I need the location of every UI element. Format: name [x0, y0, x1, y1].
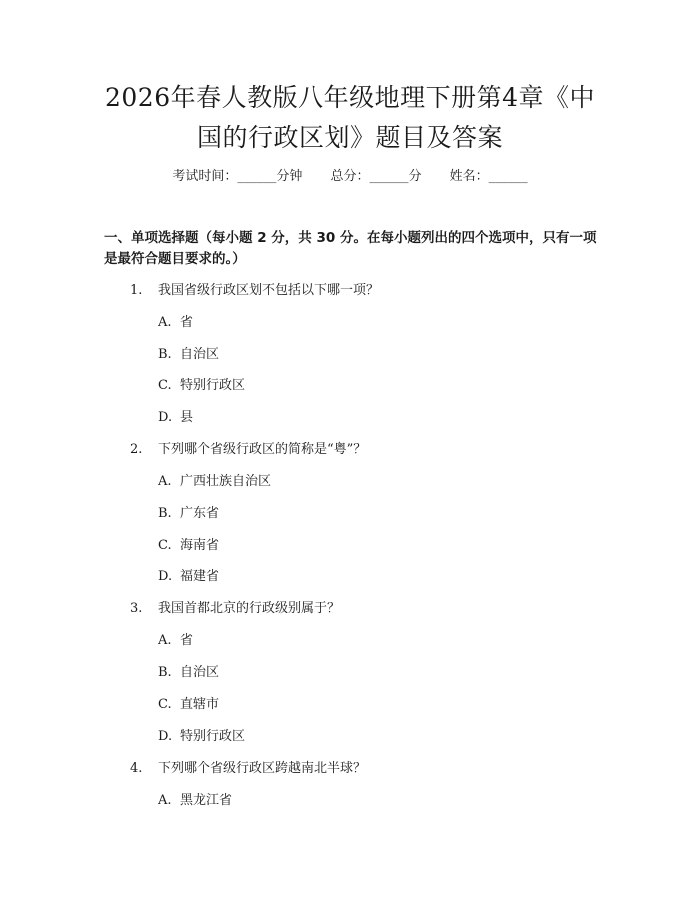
option-text: 自治区	[180, 665, 220, 680]
option-letter: C.	[158, 538, 172, 553]
question-number: 3.	[130, 601, 143, 616]
question-text: 我国首都北京的行政级别属于？	[158, 601, 341, 616]
question-3	[130, 600, 340, 618]
option-text: 自治区	[180, 347, 220, 362]
question-3-option-c	[158, 696, 219, 714]
question-3-option-d	[158, 728, 245, 746]
option-letter: C.	[158, 378, 172, 393]
option-letter: D.	[158, 410, 173, 425]
question-2-option-d	[158, 568, 219, 586]
option-letter: A.	[158, 633, 172, 648]
question-1-option-a	[158, 314, 193, 332]
title-line-2: 国的行政区划》题目及答案	[196, 123, 503, 152]
question-2-option-a	[158, 473, 271, 491]
option-text: 福建省	[180, 569, 220, 584]
student-name: 姓名：______	[449, 169, 528, 184]
option-letter: D.	[158, 729, 173, 744]
question-number: 4.	[130, 761, 143, 776]
exam-info	[0, 168, 700, 186]
option-letter: B.	[158, 665, 172, 680]
section-heading-line-2: 是最符合题目要求的。）	[104, 251, 246, 267]
question-1-option-c	[158, 377, 245, 395]
section-heading	[104, 228, 604, 270]
question-3-option-b	[158, 664, 219, 682]
option-text: 省	[180, 633, 194, 648]
question-text: 下列哪个省级行政区的简称是“粤”？	[158, 442, 367, 457]
document-title	[90, 78, 610, 158]
option-text: 广西壮族自治区	[180, 474, 272, 489]
question-1-option-b	[158, 346, 219, 364]
option-letter: B.	[158, 347, 172, 362]
option-letter: C.	[158, 697, 172, 712]
question-1	[130, 282, 379, 300]
option-letter: A.	[158, 474, 172, 489]
total-score: 总分：______分	[330, 169, 422, 184]
question-4-option-a	[158, 792, 232, 810]
question-1-option-d	[158, 409, 193, 427]
option-text: 直辖市	[180, 697, 220, 712]
option-letter: A.	[158, 315, 172, 330]
option-text: 省	[180, 315, 194, 330]
question-number: 2.	[130, 442, 143, 457]
question-4	[130, 760, 366, 778]
option-text: 黑龙江省	[180, 793, 233, 808]
option-text: 特别行政区	[180, 378, 246, 393]
question-text: 我国省级行政区划不包括以下哪一项？	[158, 283, 380, 298]
exam-time: 考试时间：______分钟	[172, 169, 303, 184]
question-2	[130, 441, 366, 459]
question-2-option-c	[158, 537, 219, 555]
question-number: 1.	[130, 283, 143, 298]
option-text: 广东省	[180, 506, 220, 521]
option-text: 县	[180, 410, 194, 425]
option-letter: D.	[158, 569, 173, 584]
question-2-option-b	[158, 505, 219, 523]
question-3-option-a	[158, 632, 193, 650]
question-text: 下列哪个省级行政区跨越南北半球？	[158, 761, 367, 776]
option-letter: B.	[158, 506, 172, 521]
option-text: 海南省	[180, 538, 220, 553]
option-text: 特别行政区	[180, 729, 246, 744]
section-heading-line-1: 一、单项选择题（每小题 2 分，共 30 分。在每小题列出的四个选项中，只有一项	[104, 230, 597, 246]
option-letter: A.	[158, 793, 172, 808]
title-line-1: 2026年春人教版八年级地理下册第4章《中	[104, 83, 596, 112]
